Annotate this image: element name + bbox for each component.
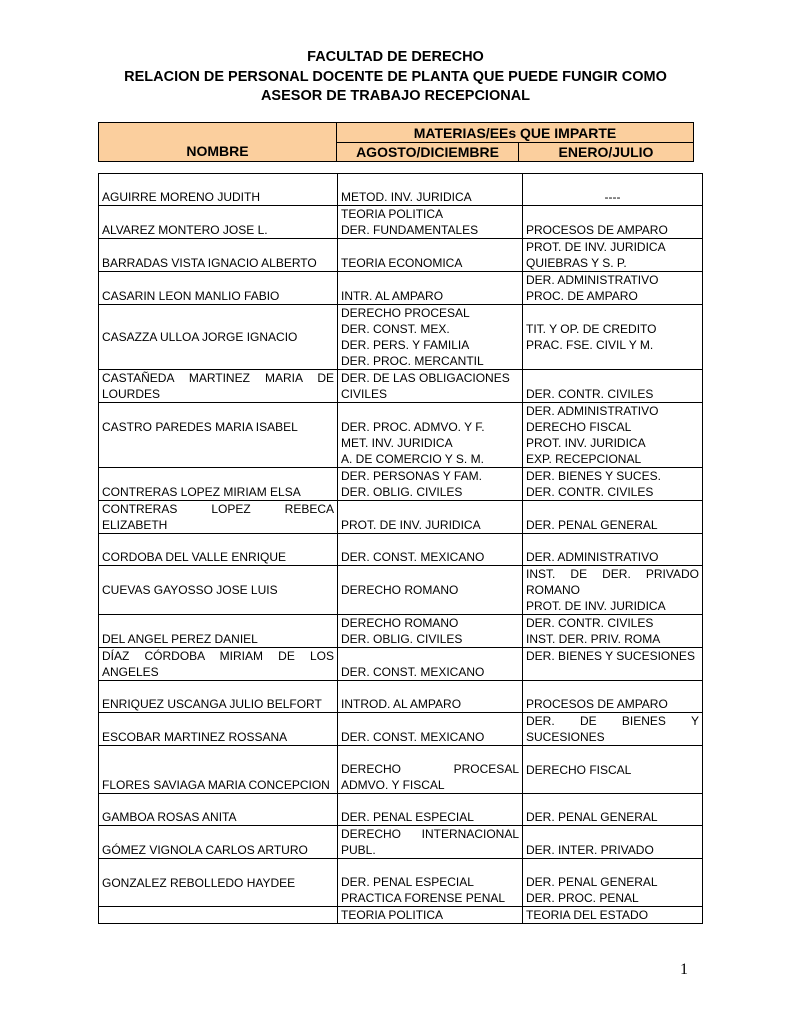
table-row: [99, 566, 703, 615]
enero-julio-courses: [523, 370, 703, 403]
course-item: MET. INV. JURIDICA: [341, 436, 453, 450]
course-item: DER. BIENES Y SUCESIONES: [526, 649, 695, 663]
faculty-name: ALVAREZ MONTERO JOSE L.: [99, 206, 338, 239]
agosto-diciembre-courses: [338, 174, 523, 206]
table-row: [99, 794, 703, 826]
table-row: [99, 907, 703, 924]
course-item: DERECHO INTERNACIONAL PUBL.: [341, 827, 519, 857]
course-item: DERECHO FISCAL: [526, 420, 632, 434]
enero-julio-courses: [523, 907, 703, 924]
page-number: 1: [680, 961, 688, 978]
faculty-name: [99, 907, 338, 924]
enero-julio-courses: [523, 501, 703, 534]
faculty-name: CUEVAS GAYOSSO JOSE LUIS: [99, 566, 338, 615]
faculty-name: CONTRERAS LOPEZ REBECA ELIZABETH: [99, 501, 338, 534]
course-item: INST. DE DER. PRIVADO ROMANO: [526, 567, 699, 597]
course-item: DER. CONST. MEXICANO: [341, 730, 485, 744]
course-item: PRACTICA FORENSE PENAL: [341, 891, 506, 905]
course-item: DER. PENAL ESPECIAL: [341, 810, 474, 824]
faculty-name: DÍAZ CÓRDOBA MIRIAM DE LOS ANGELES: [99, 648, 338, 681]
agosto-diciembre-courses: [338, 859, 523, 907]
faculty-name: CORDOBA DEL VALLE ENRIQUE: [99, 534, 338, 566]
table-header: [98, 122, 694, 162]
enero-julio-courses: [523, 174, 703, 206]
header-enero-julio: ENERO/JULIO: [519, 143, 694, 162]
course-item: DERECHO ROMANO: [341, 616, 459, 630]
course-item: QUIEBRAS Y S. P.: [526, 256, 627, 270]
course-item: PROCESOS DE AMPARO: [526, 223, 668, 237]
faculty-name: AGUIRRE MORENO JUDITH: [99, 174, 338, 206]
course-item: DER. CONTR. CIVILES: [526, 616, 654, 630]
enero-julio-courses: [523, 566, 703, 615]
table-row: [99, 615, 703, 648]
course-item: EXP. RECEPCIONAL: [526, 452, 642, 466]
course-item: TEORIA DEL ESTADO: [526, 908, 649, 922]
course-item: DER. PENAL ESPECIAL: [341, 875, 474, 889]
enero-julio-courses: [523, 534, 703, 566]
table-row: [99, 305, 703, 370]
agosto-diciembre-courses: [338, 907, 523, 924]
table-row: [99, 681, 703, 713]
enero-julio-courses: [523, 206, 703, 239]
agosto-diciembre-courses: [338, 713, 523, 746]
course-item: DER. CONST. MEXICANO: [341, 550, 485, 564]
table-row: [99, 826, 703, 859]
document-subtitle-line-1: RELACION DE PERSONAL DOCENTE DE PLANTA QUE PUEDE FUNGIR COMO: [124, 69, 667, 85]
agosto-diciembre-courses: [338, 826, 523, 859]
course-item: PROC. DE AMPARO: [526, 289, 638, 303]
agosto-diciembre-courses: [338, 566, 523, 615]
course-item: DER. BIENES Y SUCES.: [526, 469, 661, 483]
enero-julio-courses: [523, 305, 703, 370]
course-item: PROT. DE INV. JURIDICA: [526, 599, 666, 613]
course-item: PROCESOS DE AMPARO: [526, 697, 668, 711]
course-item: TEORIA POLITICA: [341, 908, 444, 922]
course-item: TIT. Y OP. DE CREDITO: [526, 322, 657, 336]
course-item: PROT. INV. JURIDICA: [526, 436, 646, 450]
course-item: DER. ADMINISTRATIVO: [526, 404, 659, 418]
enero-julio-courses: [523, 826, 703, 859]
course-item: DER. ADMINISTRATIVO: [526, 550, 659, 564]
document-subtitle-line-2: ASESOR DE TRABAJO RECEPCIONAL: [260, 88, 531, 104]
agosto-diciembre-courses: [338, 403, 523, 468]
course-item: METOD. INV. JURIDICA: [341, 190, 472, 204]
course-item: ----: [604, 190, 621, 204]
enero-julio-courses: [523, 272, 703, 305]
course-item: INTROD. AL AMPARO: [341, 697, 462, 711]
enero-julio-courses: [523, 403, 703, 468]
faculty-name: CONTRERAS LOPEZ MIRIAM ELSA: [99, 468, 338, 501]
agosto-diciembre-courses: [338, 681, 523, 713]
course-item: DER. DE BIENES Y SUCESIONES: [526, 714, 699, 744]
faculty-name: ENRIQUEZ USCANGA JULIO BELFORT: [99, 681, 338, 713]
course-item: CIVILES: [341, 387, 388, 401]
faculty-name: DEL ANGEL PEREZ DANIEL: [99, 615, 338, 648]
faculty-name: GÓMEZ VIGNOLA CARLOS ARTURO: [99, 826, 338, 859]
faculty-name: CASTAÑEDA MARTINEZ MARIA DE LOURDES: [99, 370, 338, 403]
course-item: TEORIA POLITICA: [341, 207, 444, 221]
table-row: [99, 174, 703, 206]
header-nombre: NOMBRE: [99, 123, 337, 162]
enero-julio-courses: [523, 713, 703, 746]
course-item: DER. PENAL GENERAL: [526, 518, 658, 532]
course-item: INST. DER. PRIV. ROMA: [526, 632, 661, 646]
faculty-name: ESCOBAR MARTINEZ ROSSANA: [99, 713, 338, 746]
header-materias: MATERIAS/EEs QUE IMPARTE: [337, 123, 694, 143]
course-item: DER. PROC. MERCANTIL: [341, 354, 484, 368]
enero-julio-courses: [523, 681, 703, 713]
faculty-name: GONZALEZ REBOLLEDO HAYDEE: [99, 859, 338, 907]
course-item: A. DE COMERCIO Y S. M.: [341, 452, 484, 466]
course-item: PROT. DE INV. JURIDICA: [526, 240, 666, 254]
table-row: [99, 713, 703, 746]
faculty-name: CASAZZA ULLOA JORGE IGNACIO: [99, 305, 338, 370]
course-item: DER. PENAL GENERAL: [526, 810, 658, 824]
course-item: DER. CONST. MEXICANO: [341, 665, 485, 679]
course-item: DER. DE LAS OBLIGACIONES: [341, 371, 510, 385]
course-item: DER. PERS. Y FAMILIA: [341, 338, 470, 352]
course-item: DER. CONST. MEX.: [341, 322, 450, 336]
faculty-name: GAMBOA ROSAS ANITA: [99, 794, 338, 826]
table-row: [99, 746, 703, 794]
agosto-diciembre-courses: [338, 648, 523, 681]
document-title: FACULTAD DE DERECHO: [307, 49, 484, 65]
course-item: INTR. AL AMPARO: [341, 289, 444, 303]
course-item: DERECHO ROMANO: [341, 583, 459, 597]
faculty-name: CASARIN LEON MANLIO FABIO: [99, 272, 338, 305]
enero-julio-courses: [523, 468, 703, 501]
course-item: TEORIA ECONOMICA: [341, 256, 463, 270]
agosto-diciembre-courses: [338, 239, 523, 272]
table-row: [99, 648, 703, 681]
table-row: [99, 534, 703, 566]
course-item: DER. INTER. PRIVADO: [526, 843, 654, 857]
enero-julio-courses: [523, 794, 703, 826]
course-item: DER. PERSONAS Y FAM.: [341, 469, 482, 483]
course-item: DER. ADMINISTRATIVO: [526, 273, 659, 287]
faculty-name: BARRADAS VISTA IGNACIO ALBERTO: [99, 239, 338, 272]
table-row: [99, 206, 703, 239]
course-item: DERECHO FISCAL: [526, 762, 632, 777]
course-item: PRAC. FSE. CIVIL Y M.: [526, 338, 654, 352]
enero-julio-courses: [523, 648, 703, 681]
header-agosto-diciembre: AGOSTO/DICIEMBRE: [337, 143, 519, 162]
agosto-diciembre-courses: [338, 370, 523, 403]
agosto-diciembre-courses: [338, 206, 523, 239]
agosto-diciembre-courses: [338, 305, 523, 370]
course-item: DER. OBLIG. CIVILES: [341, 485, 463, 499]
agosto-diciembre-courses: [338, 272, 523, 305]
course-item: DERECHO PROCESAL ADMVO. Y FISCAL: [341, 762, 519, 792]
course-item: DER. CONTR. CIVILES: [526, 485, 654, 499]
agosto-diciembre-courses: [338, 615, 523, 648]
agosto-diciembre-courses: [338, 534, 523, 566]
faculty-table: [98, 173, 703, 924]
course-item: DER. PENAL GENERAL: [526, 875, 658, 889]
table-row: [99, 239, 703, 272]
enero-julio-courses: [523, 859, 703, 907]
course-item: DER. OBLIG. CIVILES: [341, 632, 463, 646]
agosto-diciembre-courses: [338, 468, 523, 501]
course-item: DER. CONTR. CIVILES: [526, 387, 654, 401]
agosto-diciembre-courses: [338, 501, 523, 534]
agosto-diciembre-courses: [338, 746, 523, 794]
table-row: [99, 403, 703, 468]
enero-julio-courses: [523, 615, 703, 648]
faculty-name: CASTRO PAREDES MARIA ISABEL: [99, 403, 338, 468]
course-item: PROT. DE INV. JURIDICA: [341, 518, 481, 532]
table-row: [99, 272, 703, 305]
agosto-diciembre-courses: [338, 794, 523, 826]
table-row: [99, 501, 703, 534]
table-row: [99, 468, 703, 501]
faculty-name: FLORES SAVIAGA MARIA CONCEPCION: [99, 746, 338, 794]
enero-julio-courses: [523, 746, 703, 794]
course-item: DER. PROC. ADMVO. Y F.: [341, 420, 485, 434]
table-row: [99, 859, 703, 907]
table-row: [99, 370, 703, 403]
course-item: DERECHO PROCESAL: [341, 306, 470, 320]
course-item: DER. PROC. PENAL: [526, 891, 639, 905]
course-item: DER. FUNDAMENTALES: [341, 223, 479, 237]
enero-julio-courses: [523, 239, 703, 272]
